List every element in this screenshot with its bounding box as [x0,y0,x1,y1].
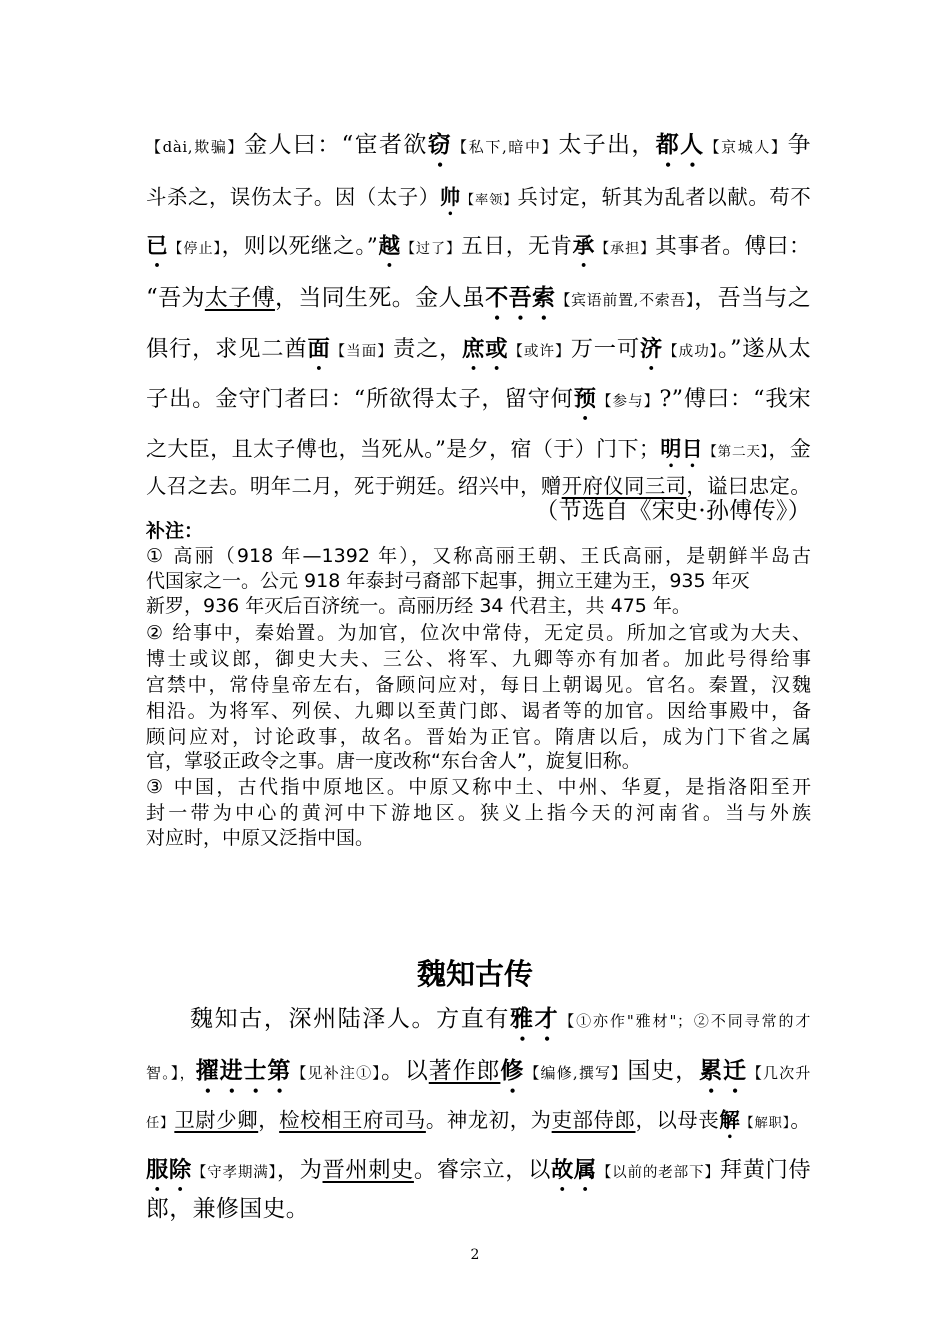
text-run: ，金 [768,437,812,461]
text-run: 。”遂从太 [718,336,811,362]
note-line: 相沿。为将军、列侯、九卿以至黄门郎、谒者等的加官。因给事殿中，备 [146,700,811,722]
key-word: 窃 [427,131,453,158]
note-line: ③ 中国，古代指中原地区。中原又称中土、中州、华夏，是指洛阳至开 [146,776,811,798]
annotation: 智。】， [146,1064,196,1082]
text-run: ，为 [276,1157,323,1183]
note-line: 代国家之一。公元 918 年泰封弓裔部下起事，拥立王建为王，935 年灭 [146,570,750,592]
note-line: ① 高丽（918 年—1392 年），又称高丽王朝、王氏高丽，是朝鲜半岛古 [146,545,811,567]
key-word: 越 [378,234,401,259]
text-line-3 [146,232,811,272]
text-run: 之大臣，且太子傅也，当死从。”是夕，宿（于）门下； [146,437,661,461]
key-word: 累迁 [699,1057,747,1084]
text-run: “吾为 [146,285,205,311]
key-word: 修 [500,1057,525,1084]
annotation: 【编修,撰写】 [524,1064,628,1082]
key-word: 面 [307,336,331,362]
underlined-term: 卫尉少卿 [174,1108,259,1132]
text-line-1 [146,130,811,172]
underlined-term: 太子傅 [204,285,275,311]
key-word: 明日 [660,436,704,461]
text-run: 万一可 [570,336,640,362]
annotation: 【宾语前置,不索吾】 [555,291,695,309]
section-line-4 [146,1155,811,1196]
annotation: 【承担】 [594,241,656,257]
annotation: 【守孝期满】 [191,1164,277,1181]
annotation: 【第二天】 [703,444,769,460]
text-run: 拜黄门侍 [719,1157,811,1183]
key-word: 不吾索 [485,284,556,311]
text-run: 责之， [392,336,463,362]
text-run: 五日，无肯 [461,234,573,259]
source-citation: （节选自《宋史·孙傅传》） [535,498,811,524]
text-run: ，以母丧 [635,1108,720,1132]
text-line-4 [146,283,811,325]
annotation: 【①亦作"雅材"；②不同寻常的才 [559,1012,812,1030]
text-run: 太子出， [558,132,656,158]
key-word: 服除 [146,1157,192,1183]
key-word: 解 [719,1108,741,1132]
page-number: 2 [470,1247,480,1263]
text-run: ，谥曰忠定。 [686,474,811,498]
annotation: 【过了】 [400,241,462,257]
key-word: 庶或 [462,336,509,362]
underlined-term: 晋州刺史 [322,1157,414,1183]
text-run: 人召之去。明年二月，死于朔廷。绍兴中，赠 [146,474,562,498]
annotation: 【京城人】 [704,138,788,156]
key-word: 都人 [655,131,705,158]
text-run: 。睿宗立，以 [413,1157,551,1183]
notes-title: 补注： [146,520,204,542]
section-title: 魏知古传 [416,957,533,991]
note-line: 官，掌驳正政令之事。唐一度改称“东台舍人”，旋复旧称。 [146,750,641,772]
section-line-5: 郎，兼修国史。 [146,1196,310,1222]
note-line: 对应时，中原又泛指中国。 [146,827,375,849]
key-word: 预 [573,386,597,412]
annotation: 【率领】 [460,193,518,208]
key-word: 擢进士第 [195,1057,292,1084]
note-line: 封一带为中心的黄河中下游地区。狭义上指今天的河南省。当与外族 [146,802,811,824]
section-line-1 [190,1004,811,1046]
text-line-7 [146,434,811,472]
text-run: 争 [787,132,811,158]
annotation: 【见补注①】 [291,1064,381,1082]
text-run: ，吾当与之 [694,285,811,311]
annotation: 【当面】 [330,343,393,360]
annotation: 【几次升 [746,1064,812,1082]
section-line-2 [146,1056,811,1098]
note-line: 博士或议郎，御史大夫、三公、将军、九卿等亦有加者。加此号得给事 [146,648,811,670]
text-run: 兵讨定，斩其为乱者以献。苟不 [517,185,811,209]
text-line-5 [146,334,811,375]
underlined-term: 开府仪同三司 [561,474,687,498]
text-run: 。以 [380,1058,429,1084]
annotation: 【私下,暗中】 [452,138,559,156]
key-word: 帅 [439,185,461,209]
text-run: ，则以死继之。” [221,234,379,259]
text-run: 金人曰：“宦者欲 [244,132,428,158]
text-run: 魏知古，深州陆泽人。方直有 [190,1006,510,1032]
key-word: 故属 [550,1157,597,1183]
text-run: 俱行，求见二酋 [146,336,308,362]
note-line: 顾问应对，讨论政事，故名。晋始为正官。隋唐以后，成为门下省之属 [146,726,811,748]
text-run: 。神龙初，为 [425,1108,552,1132]
annotation: 【参与】 [596,393,660,410]
key-word: 承 [572,234,595,259]
note-line: ② 给事中，秦始置。为加官，位次中常侍，无定员。所加之官或为大夫、 [146,622,811,644]
annotation: 任】 [146,1116,175,1131]
text-run: 国史， [627,1058,700,1084]
text-run: ?”傅曰：“我宋 [659,386,811,412]
underlined-term: 吏部侍郎 [551,1108,636,1132]
annotation: 【停止】 [168,241,222,257]
text-run: ，当同生死。金人虽 [274,285,486,311]
section-line-3 [146,1105,811,1143]
text-run: ， [258,1108,280,1132]
text-run: 其事者。傅曰： [655,234,811,259]
text-run: 。 [790,1108,811,1132]
annotation: 【成功】 [662,343,719,360]
annotation: 【dài,欺骗】 [146,138,245,156]
text-run: 子出。金守门者曰：“所欲得太子，留守何 [146,386,574,412]
note-line: 宫禁中，常侍皇帝左右，备顾问应对，每日上朝谒见。官名。秦置，汉魏 [146,674,811,696]
annotation: 【解职】 [740,1116,791,1131]
key-word: 已 [146,234,169,259]
underlined-term: 检校相王府司马 [279,1108,426,1132]
note-line: 新罗，936 年灭后百济统一。高丽历经 34 代君主，共 475 年。 [146,595,691,617]
underlined-term: 著作郎 [428,1058,501,1084]
annotation: 【或许】 [508,343,571,360]
text-line-2 [146,182,811,220]
key-word: 雅才 [509,1005,560,1032]
key-word: 济 [639,336,663,362]
text-run: 斗杀之，误伤太子。因（太子） [146,185,440,209]
text-line-6 [146,384,811,425]
annotation: 【以前的老部下】 [596,1164,720,1181]
